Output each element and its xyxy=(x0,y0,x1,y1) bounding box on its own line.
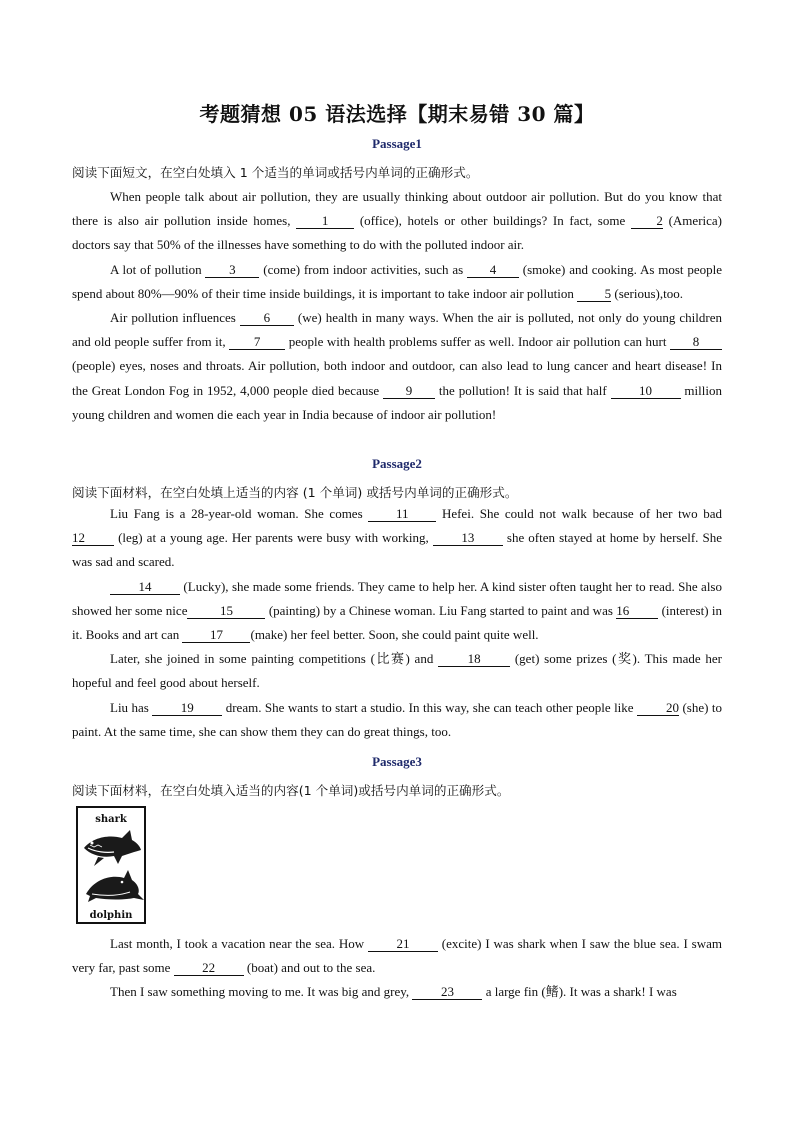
answer-blank-3[interactable]: 3 xyxy=(205,262,259,278)
answer-blank-9[interactable]: 9 xyxy=(383,383,435,399)
answer-blank-15[interactable]: 15 xyxy=(187,603,265,619)
dolphin-icon xyxy=(86,870,144,902)
shark-icon xyxy=(84,830,141,866)
answer-blank-6[interactable]: 6 xyxy=(240,310,294,326)
paragraph: Air pollution influences 6 (we) health in many ways. When the air is polluted, not only do young children and old people suffer from it, 7 people with health problems suffer as well. Indoor air pollution can hurt 8 (people) eyes, noses and throats. Air pollution, both indoor and outdoor, can also lead to lung cancer and heart disease! In the Great London Fog in 1952, 4,000 people died because 9 the pollution! It is said that half 10 million young children and women die each year in India because of indoor air pollution! xyxy=(72,310,722,422)
answer-blank-16[interactable]: 16 xyxy=(616,603,658,619)
answer-blank-10[interactable]: 10 xyxy=(611,383,681,399)
answer-blank-18[interactable]: 18 xyxy=(438,651,510,667)
answer-blank-13[interactable]: 13 xyxy=(433,530,503,546)
answer-blank-1[interactable]: 1 xyxy=(296,213,354,229)
dolphin-label: dolphin xyxy=(89,910,133,921)
page-title: 考题猜想 05 语法选择【期末易错 30 篇】 xyxy=(199,102,595,126)
paragraph: 14 (Lucky), she made some friends. They came to help her. A kind sister often taught her to read. She also showed her some nice 15 (painting) by a Chinese woman. Liu Fang started to paint and was 16 (interest) in it. Books and art can 17 (make) her feel better. Soon, she could paint quite well. xyxy=(72,578,722,643)
paragraph: When people talk about air pollution, they are usually thinking about outdoor air pollution. But do you know that there is also air pollution inside homes, 1 (office), hotels or other buildings? In fact, some 2 (America) doctors say that 50% of the illnesses have something to do with the polluted indoor air. xyxy=(72,189,722,253)
answer-blank-2[interactable]: 2 xyxy=(631,213,663,229)
paragraph: Liu has 19 dream. She wants to start a studio. In this way, she can teach other people like 20 (she) to paint. At the same time, she can show them they can do great things, too. xyxy=(72,699,722,739)
passage1-instruction: 阅读下面短文，在空白处填入 1 个适当的单词或括号内单词的正确形式。 xyxy=(72,165,479,180)
passage1-heading: Passage1 xyxy=(372,136,422,151)
shark-label: shark xyxy=(95,814,127,825)
answer-blank-17[interactable]: 17 xyxy=(182,627,250,643)
passage2-body xyxy=(72,502,722,744)
answer-blank-19[interactable]: 19 xyxy=(152,700,222,716)
passage3-heading: Passage3 xyxy=(372,754,422,769)
paragraph: Liu Fang is a 28-year-old woman. She comes 11 Hefei. She could not walk because of her two bad 12 (leg) at a young age. Her parents were busy with working, 13 she often stayed at home by herself. She was sad and scared. xyxy=(72,506,722,570)
paragraph: Then I saw something moving to me. It was big and grey, 23 a large fin (鳍). It was a shark! I was xyxy=(110,984,677,1000)
answer-blank-7[interactable]: 7 xyxy=(229,334,285,350)
answer-blank-14[interactable]: 14 xyxy=(110,579,180,595)
answer-blank-12[interactable]: 12 xyxy=(72,530,114,546)
passage2-heading: Passage2 xyxy=(372,456,422,471)
answer-blank-4[interactable]: 4 xyxy=(467,262,519,278)
shark-dolphin-illustration xyxy=(78,808,144,922)
answer-blank-8[interactable]: 8 xyxy=(670,334,722,350)
paragraph: Last month, I took a vacation near the sea. How 21 (excite) I was shark when I saw the blue sea. I swam very far, past some 22 (boat) and out to the sea. xyxy=(72,936,722,976)
answer-blank-23[interactable]: 23 xyxy=(412,984,482,1000)
answer-blank-22[interactable]: 22 xyxy=(174,960,244,976)
answer-blank-5[interactable]: 5 xyxy=(577,286,611,302)
paragraph: A lot of pollution 3 (come) from indoor activities, such as 4 (smoke) and cooking. As most people spend about 80%—90% of their time inside buildings, it is important to take indoor air pollution 5 (serious),too. xyxy=(72,261,723,301)
shark-dolphin-image xyxy=(76,806,146,924)
answer-blank-21[interactable]: 21 xyxy=(368,936,438,952)
passage3-body xyxy=(72,932,722,1005)
passage2-instruction: 阅读下面材料，在空白处填上适当的内容 (1 个单词) 或括号内单词的正确形式。 xyxy=(72,485,518,500)
paragraph: Later, she joined in some painting competitions (比赛) and 18 (get) some prizes (奖). This made her hopeful and feel good about herself. xyxy=(72,651,722,691)
answer-blank-20[interactable]: 20 xyxy=(637,700,679,716)
answer-blank-11[interactable]: 11 xyxy=(368,506,436,522)
passage1-body xyxy=(72,185,722,427)
passage3-instruction: 阅读下面材料，在空白处填入适当的内容(1 个单词)或括号内单词的正确形式。 xyxy=(72,783,510,798)
